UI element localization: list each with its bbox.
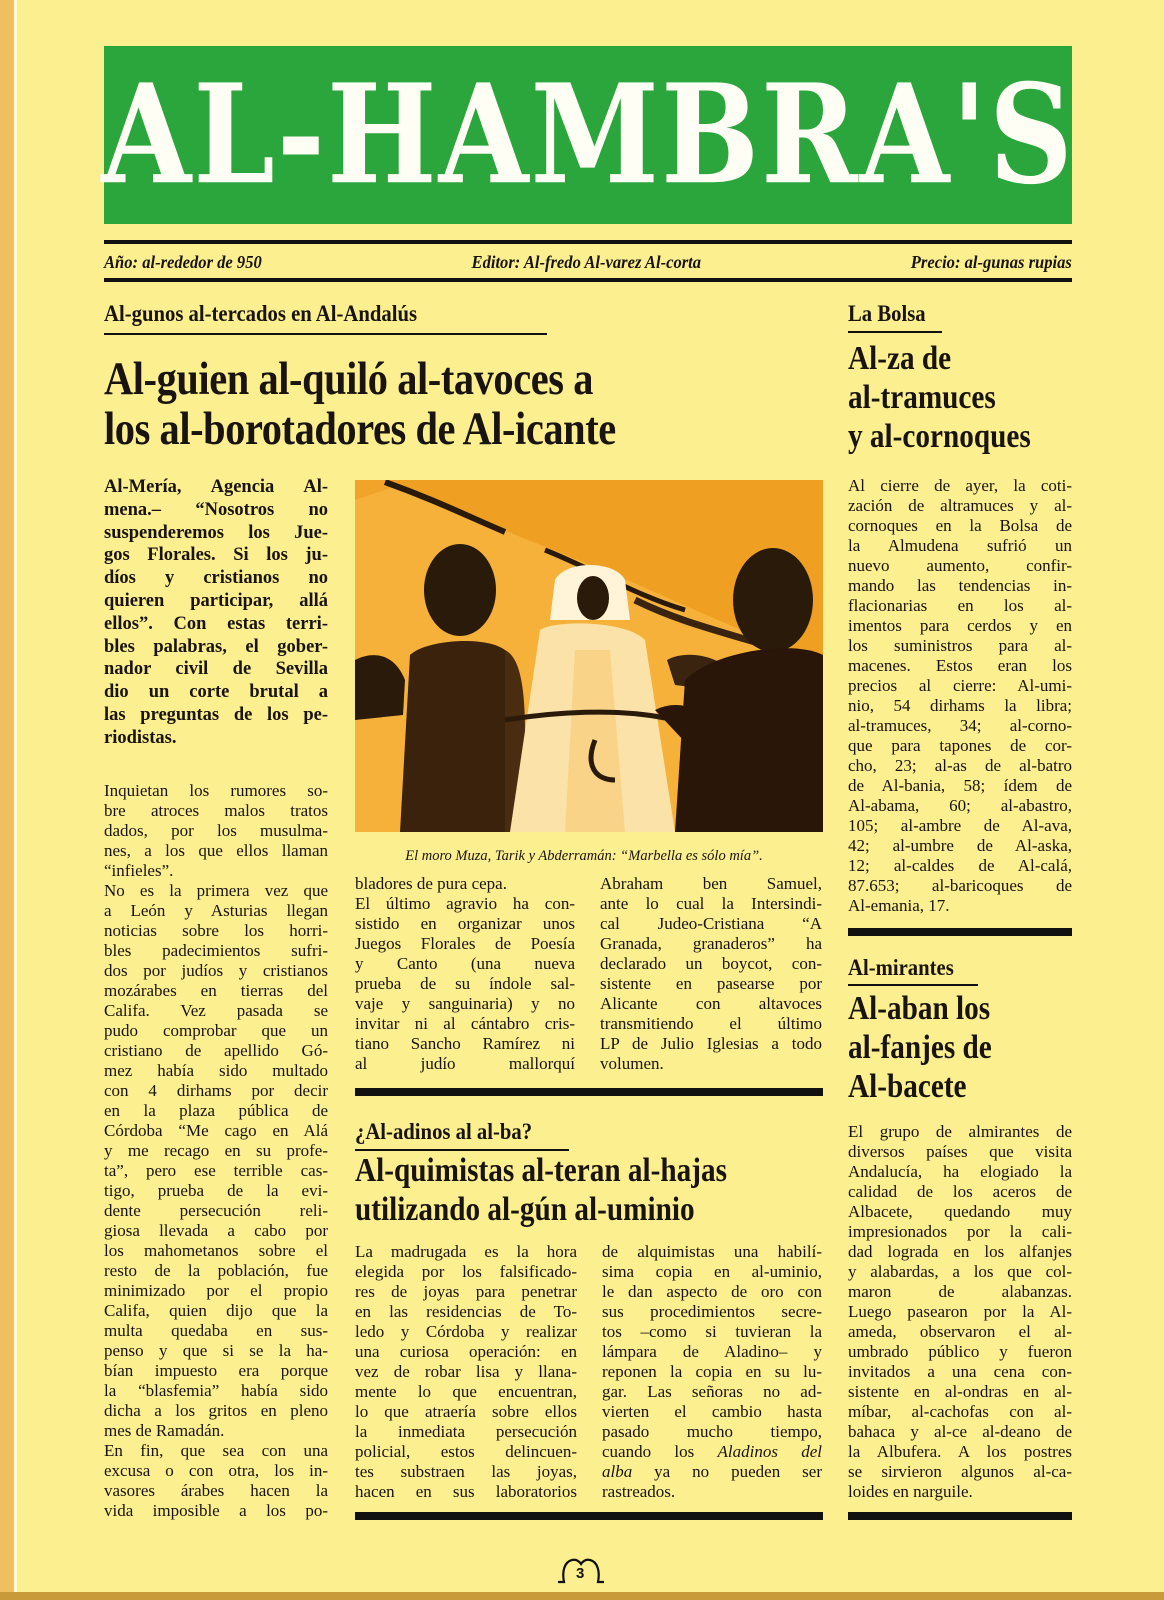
body-line: Califa, quien dijo que la bbox=[104, 1301, 328, 1320]
body-line: 87.653; al-baricoques de bbox=[848, 876, 1072, 895]
body-line: resto de la población, fue bbox=[104, 1261, 328, 1280]
main-story-body-col2 bbox=[355, 874, 575, 1074]
torn-page-edge bbox=[0, 0, 17, 1600]
body-line: declarado un boycot, con- bbox=[600, 954, 822, 973]
body-line: al judío mallorquí bbox=[355, 1054, 575, 1073]
body-italic-text: alba bbox=[602, 1462, 633, 1481]
body-line: cornoques en la Bolsa de bbox=[848, 516, 1072, 535]
body-line bbox=[602, 1442, 822, 1462]
body-line: la Albufera. A los postres bbox=[848, 1442, 1072, 1461]
body-line: que para tapones de cor- bbox=[848, 736, 1072, 755]
body-line: flacionarias en los al- bbox=[848, 596, 1072, 615]
section-divider-mid bbox=[355, 1088, 823, 1096]
alchemy-story-body-col2 bbox=[602, 1242, 822, 1502]
body-line: pudo comprobar que un bbox=[104, 1021, 328, 1040]
body-line: bladores de pura cepa. bbox=[355, 874, 507, 893]
body-line: calidad de los aceros de bbox=[848, 1182, 1072, 1201]
body-line: en la plaza pública de bbox=[104, 1101, 328, 1120]
info-bar-bottom-rule bbox=[104, 278, 1072, 282]
body-line: invitados a una cena con- bbox=[848, 1362, 1072, 1381]
page-bottom-edge bbox=[0, 1592, 1164, 1600]
body-line: umbrado público y fueron bbox=[848, 1342, 1072, 1361]
body-line bbox=[602, 1462, 822, 1482]
lead-line: bles palabras, el gober- bbox=[104, 636, 328, 657]
lead-line: gos Florales. Si los ju- bbox=[104, 545, 328, 566]
main-story-headline-line2: los al-borotadores de Al-icante bbox=[104, 403, 616, 455]
body-line: noticias sobre los horri- bbox=[104, 921, 328, 940]
body-line: zación de altramuces y al- bbox=[848, 496, 1072, 515]
lead-line: riodistas. bbox=[104, 727, 177, 748]
body-line: 42; al-umbre de Al-aska, bbox=[848, 836, 1072, 855]
body-line: vez de robar lisa y llana- bbox=[355, 1362, 577, 1381]
body-line: maron de alabanzas. bbox=[848, 1282, 1072, 1301]
body-line: vasores árabes hacen la bbox=[104, 1481, 328, 1500]
body-line: vierten el cambio hasta bbox=[602, 1402, 822, 1421]
info-price: Precio: al-gunas rupias bbox=[910, 251, 1072, 272]
body-line: lo que atraería sobre ellos bbox=[355, 1402, 577, 1421]
body-line: impresionados por la cali- bbox=[848, 1222, 1072, 1241]
body-line: mozárabes en tierras del bbox=[104, 981, 328, 1000]
body-line: la “blasfemia” había sido bbox=[104, 1381, 328, 1400]
alchemy-story-headline-line1: Al-quimistas al-teran al-hajas bbox=[355, 1152, 728, 1189]
lead-line: Al-Mería, Agencia Al- bbox=[104, 477, 328, 497]
body-line: Juegos Florales de Poesía bbox=[355, 934, 575, 953]
body-line: En fin, que sea con una bbox=[104, 1441, 328, 1460]
body-line: vaje y sanguinaria) y no bbox=[355, 994, 575, 1013]
body-line: cal Judeo-Cristiana “A bbox=[600, 914, 822, 933]
body-line: mes de Ramadán. bbox=[104, 1421, 225, 1440]
body-line: bían impuesto era porque bbox=[104, 1361, 328, 1380]
masthead-banner bbox=[101, 46, 1075, 224]
mirantes-story-body bbox=[848, 1122, 1072, 1502]
body-line: minimizado por el propio bbox=[104, 1281, 328, 1300]
main-story-body-col1 bbox=[104, 781, 328, 1521]
body-line: El último agravio ha con- bbox=[355, 894, 575, 913]
body-line: sistente en pasearse por bbox=[600, 974, 822, 993]
lead-line: las preguntas de los pe- bbox=[104, 704, 328, 725]
body-line: los mahometanos sobre el bbox=[104, 1241, 328, 1260]
body-line: “infieles”. bbox=[104, 861, 174, 880]
bolsa-story-headline-line1: Al-za de bbox=[848, 340, 952, 377]
body-line: Al-abama, 60; al-abastro, bbox=[848, 796, 1072, 815]
body-line: tes substraen las joyas, bbox=[355, 1462, 577, 1481]
body-line: mando las tendencias in- bbox=[848, 576, 1072, 595]
body-line: lámpara de Aladino– y bbox=[602, 1342, 822, 1361]
mirantes-story-headline-line2: al-fanjes de bbox=[848, 1029, 992, 1066]
body-line: Inquietan los rumores so- bbox=[104, 781, 328, 800]
body-line: Califa. Vez pasada se bbox=[104, 1001, 328, 1020]
body-line: sus procedimientos secre- bbox=[602, 1302, 822, 1321]
body-line: volumen. bbox=[600, 1054, 664, 1073]
body-line: la inmediata persecución bbox=[355, 1422, 577, 1441]
body-line: elegida por los falsificado- bbox=[355, 1262, 577, 1281]
body-line: a León y Asturias llegan bbox=[104, 901, 328, 920]
body-line: Córdoba “Me cago en Alá bbox=[104, 1121, 328, 1140]
lead-line: díos y cristianos no bbox=[104, 568, 328, 589]
body-line: nuevo aumento, confir- bbox=[848, 556, 1072, 575]
body-line: ameda, observaron el al- bbox=[848, 1322, 1072, 1341]
body-line: Al-emania, 17. bbox=[848, 896, 950, 915]
body-line: penso y que si se la ha- bbox=[104, 1341, 328, 1360]
body-line: sistente en al-ondras en al- bbox=[848, 1382, 1072, 1401]
body-line: rastreados. bbox=[602, 1482, 676, 1501]
section-divider-right bbox=[848, 928, 1072, 936]
bolsa-story-body bbox=[848, 476, 1072, 916]
info-year: Año: al-rededor de 950 bbox=[104, 251, 262, 272]
info-bar-top-rule bbox=[104, 240, 1072, 244]
body-line: pasado mucho tiempo, bbox=[602, 1422, 822, 1441]
body-line: dad lograda en los alfanjes bbox=[848, 1242, 1072, 1261]
body-line: de alquimistas una habilí- bbox=[602, 1242, 822, 1261]
body-line: míbar, al-cachofas con al- bbox=[848, 1402, 1072, 1421]
body-line: los suministros para al- bbox=[848, 636, 1072, 655]
body-italic-text: Aladinos del bbox=[717, 1442, 822, 1461]
body-line: se sirvieron algunos al-ca- bbox=[848, 1462, 1072, 1481]
body-line: macenes. Estos eran los bbox=[848, 656, 1072, 675]
page-number: 3 bbox=[576, 1565, 585, 1582]
body-line: sistido en organizar unos bbox=[355, 914, 575, 933]
mirantes-story-kicker: Al-mirantes bbox=[848, 955, 954, 980]
main-story-headline-line1: Al-guien al-quiló al-tavoces a bbox=[104, 353, 593, 405]
info-bar bbox=[104, 249, 1072, 275]
body-line: reponen la copia en su lu- bbox=[602, 1362, 822, 1381]
photo-illustration bbox=[355, 480, 823, 832]
body-line: y Canto (una nueva bbox=[355, 954, 575, 973]
body-line: ledo y Córdoba y realizar bbox=[355, 1322, 577, 1341]
body-line: Al cierre de ayer, la coti- bbox=[848, 476, 1072, 495]
alchemy-story-kicker-rule bbox=[355, 1149, 569, 1151]
mirantes-story-kicker-rule bbox=[848, 984, 978, 986]
body-line: nio, 54 dirhams la libra; bbox=[848, 696, 1072, 715]
section-divider-bottom-right bbox=[848, 1512, 1072, 1520]
body-line: mente lo que encuentran, bbox=[355, 1382, 577, 1401]
body-line: en las residencias de To- bbox=[355, 1302, 577, 1321]
body-line: No es la primera vez que bbox=[104, 881, 328, 900]
body-line: y me recago en su profe- bbox=[104, 1141, 328, 1160]
bolsa-story-headline-line3: y al-cornoques bbox=[848, 418, 1031, 455]
body-line: tiano Sancho Ramírez ni bbox=[355, 1034, 575, 1053]
lead-line: quieren participar, allá bbox=[104, 590, 328, 611]
body-line: bre atroces malos tratos bbox=[104, 801, 328, 820]
info-editor: Editor: Al-fredo Al-varez Al-corta bbox=[471, 251, 702, 272]
body-line: y alabardas, a los que col- bbox=[848, 1262, 1072, 1281]
body-line: la Almudena sufrió un bbox=[848, 536, 1072, 555]
page-number-ornament bbox=[556, 1556, 606, 1586]
body-line: 12; al-caldes de Al-calá, bbox=[848, 856, 1072, 875]
body-line: gar. Las señoras no ad- bbox=[602, 1382, 822, 1401]
masthead-title: AL-HAMBRA'S bbox=[101, 54, 1075, 216]
body-line: mez había sido multado bbox=[104, 1061, 328, 1080]
lead-line: suspenderemos los Jue- bbox=[104, 522, 328, 543]
body-line: hacen en sus laboratorios bbox=[355, 1482, 577, 1501]
body-line: Granada, granaderos” ha bbox=[600, 934, 822, 953]
alchemy-story-headline-line2: utilizando al-gún al-uminio bbox=[355, 1191, 695, 1228]
body-line: al-tramuces, 34; al-corno- bbox=[848, 716, 1072, 735]
main-story-body-col3 bbox=[600, 874, 822, 1074]
body-line: bahaca y al-ce al-deano de bbox=[848, 1422, 1072, 1441]
body-line: Abraham ben Samuel, bbox=[600, 874, 822, 893]
photo-caption: El moro Muza, Tarik y Abderramán: “Marbella es sólo mía”. bbox=[405, 848, 763, 864]
main-story-lead bbox=[104, 476, 328, 750]
main-story-kicker-rule bbox=[104, 333, 547, 335]
alchemy-story-kicker: ¿Al-adinos al al-ba? bbox=[355, 1119, 533, 1144]
body-line: La madrugada es la hora bbox=[355, 1242, 577, 1261]
body-line: Andalucía, ha elogiado la bbox=[848, 1162, 1072, 1181]
lead-line: ellos”. Con estas terri- bbox=[104, 613, 328, 634]
bolsa-story-kicker-rule bbox=[848, 331, 942, 333]
bolsa-story-headline-line2: al-tramuces bbox=[848, 379, 996, 416]
body-line: dos por judíos y cristianos bbox=[104, 961, 328, 980]
body-line: le dan aspecto de oro con bbox=[602, 1282, 822, 1301]
body-line: LP de Julio Iglesias a todo bbox=[600, 1034, 822, 1053]
body-line: 105; al-ambre de Al-ava, bbox=[848, 816, 1072, 835]
bolsa-story-kicker: La Bolsa bbox=[848, 301, 926, 326]
lead-line: mena.– “Nosotros no bbox=[104, 499, 328, 520]
body-line: de Al-bania, 58; ídem de bbox=[848, 776, 1072, 795]
body-line: Luego pasearon por la Al- bbox=[848, 1302, 1072, 1321]
body-line: vida imposible a los po- bbox=[104, 1501, 328, 1520]
body-line: ante lo cual la Intersindi- bbox=[600, 894, 822, 913]
body-line: nes, a los que ellos llaman bbox=[104, 841, 328, 860]
body-line: sima copia en al-uminio, bbox=[602, 1262, 822, 1281]
body-line: cho, 23; al-as de al-batro bbox=[848, 756, 1072, 775]
body-line: excusa o con otra, los in- bbox=[104, 1461, 328, 1480]
body-line: invitar ni al cántabro cris- bbox=[355, 1014, 575, 1033]
lead-line: dio un corte brutal a bbox=[104, 682, 328, 703]
body-line: cristiano de apellido Gó- bbox=[104, 1041, 328, 1060]
body-line: El grupo de almirantes de bbox=[848, 1122, 1072, 1141]
body-line: res de joyas para penetrar bbox=[355, 1282, 577, 1301]
body-line: con 4 dirhams por decir bbox=[104, 1081, 328, 1100]
body-line: loides en narguile. bbox=[848, 1482, 973, 1501]
body-line: Alicante con altavoces bbox=[600, 994, 822, 1013]
body-line: dente persecución reli- bbox=[104, 1201, 328, 1220]
body-line: bles padecimientos sufri- bbox=[104, 941, 328, 960]
body-line: giosa llevada a cabo por bbox=[104, 1221, 328, 1240]
body-line: tos –como si tuvieran la bbox=[602, 1322, 822, 1341]
body-text: ya no pueden ser bbox=[632, 1462, 822, 1481]
body-text: cuando los bbox=[602, 1442, 718, 1461]
body-line: multa quedaba en sus- bbox=[104, 1321, 328, 1340]
body-line: dicha a los gritos en pleno bbox=[104, 1401, 328, 1420]
body-line: imentos para cerdos y en bbox=[848, 616, 1072, 635]
body-line: policial, estos delincuen- bbox=[355, 1442, 577, 1461]
body-line: prueba de su índole sal- bbox=[355, 974, 575, 993]
main-story-kicker: Al-gunos al-tercados en Al-Andalús bbox=[104, 301, 418, 326]
body-line: transmitiendo el último bbox=[600, 1014, 822, 1033]
mirantes-story-headline-line1: Al-aban los bbox=[848, 990, 991, 1027]
mirantes-story-headline-line3: Al-bacete bbox=[848, 1068, 967, 1105]
body-line: diversos países que visita bbox=[848, 1142, 1072, 1161]
section-divider-bottom-center bbox=[355, 1512, 823, 1520]
lead-line: nador civil de Sevilla bbox=[104, 659, 328, 680]
body-line: dados, por los musulma- bbox=[104, 821, 328, 840]
body-line: tigo, prueba de la evi- bbox=[104, 1181, 328, 1200]
photo-three-moors bbox=[355, 480, 823, 832]
body-line: Albacete, quedando muy bbox=[848, 1202, 1072, 1221]
body-line: ta”, pero ese terrible cas- bbox=[104, 1161, 328, 1180]
body-line: precios al cierre: Al-umi- bbox=[848, 676, 1072, 695]
alchemy-story-body-col1 bbox=[355, 1242, 577, 1502]
body-line: una curiosa operación: en bbox=[355, 1342, 577, 1361]
